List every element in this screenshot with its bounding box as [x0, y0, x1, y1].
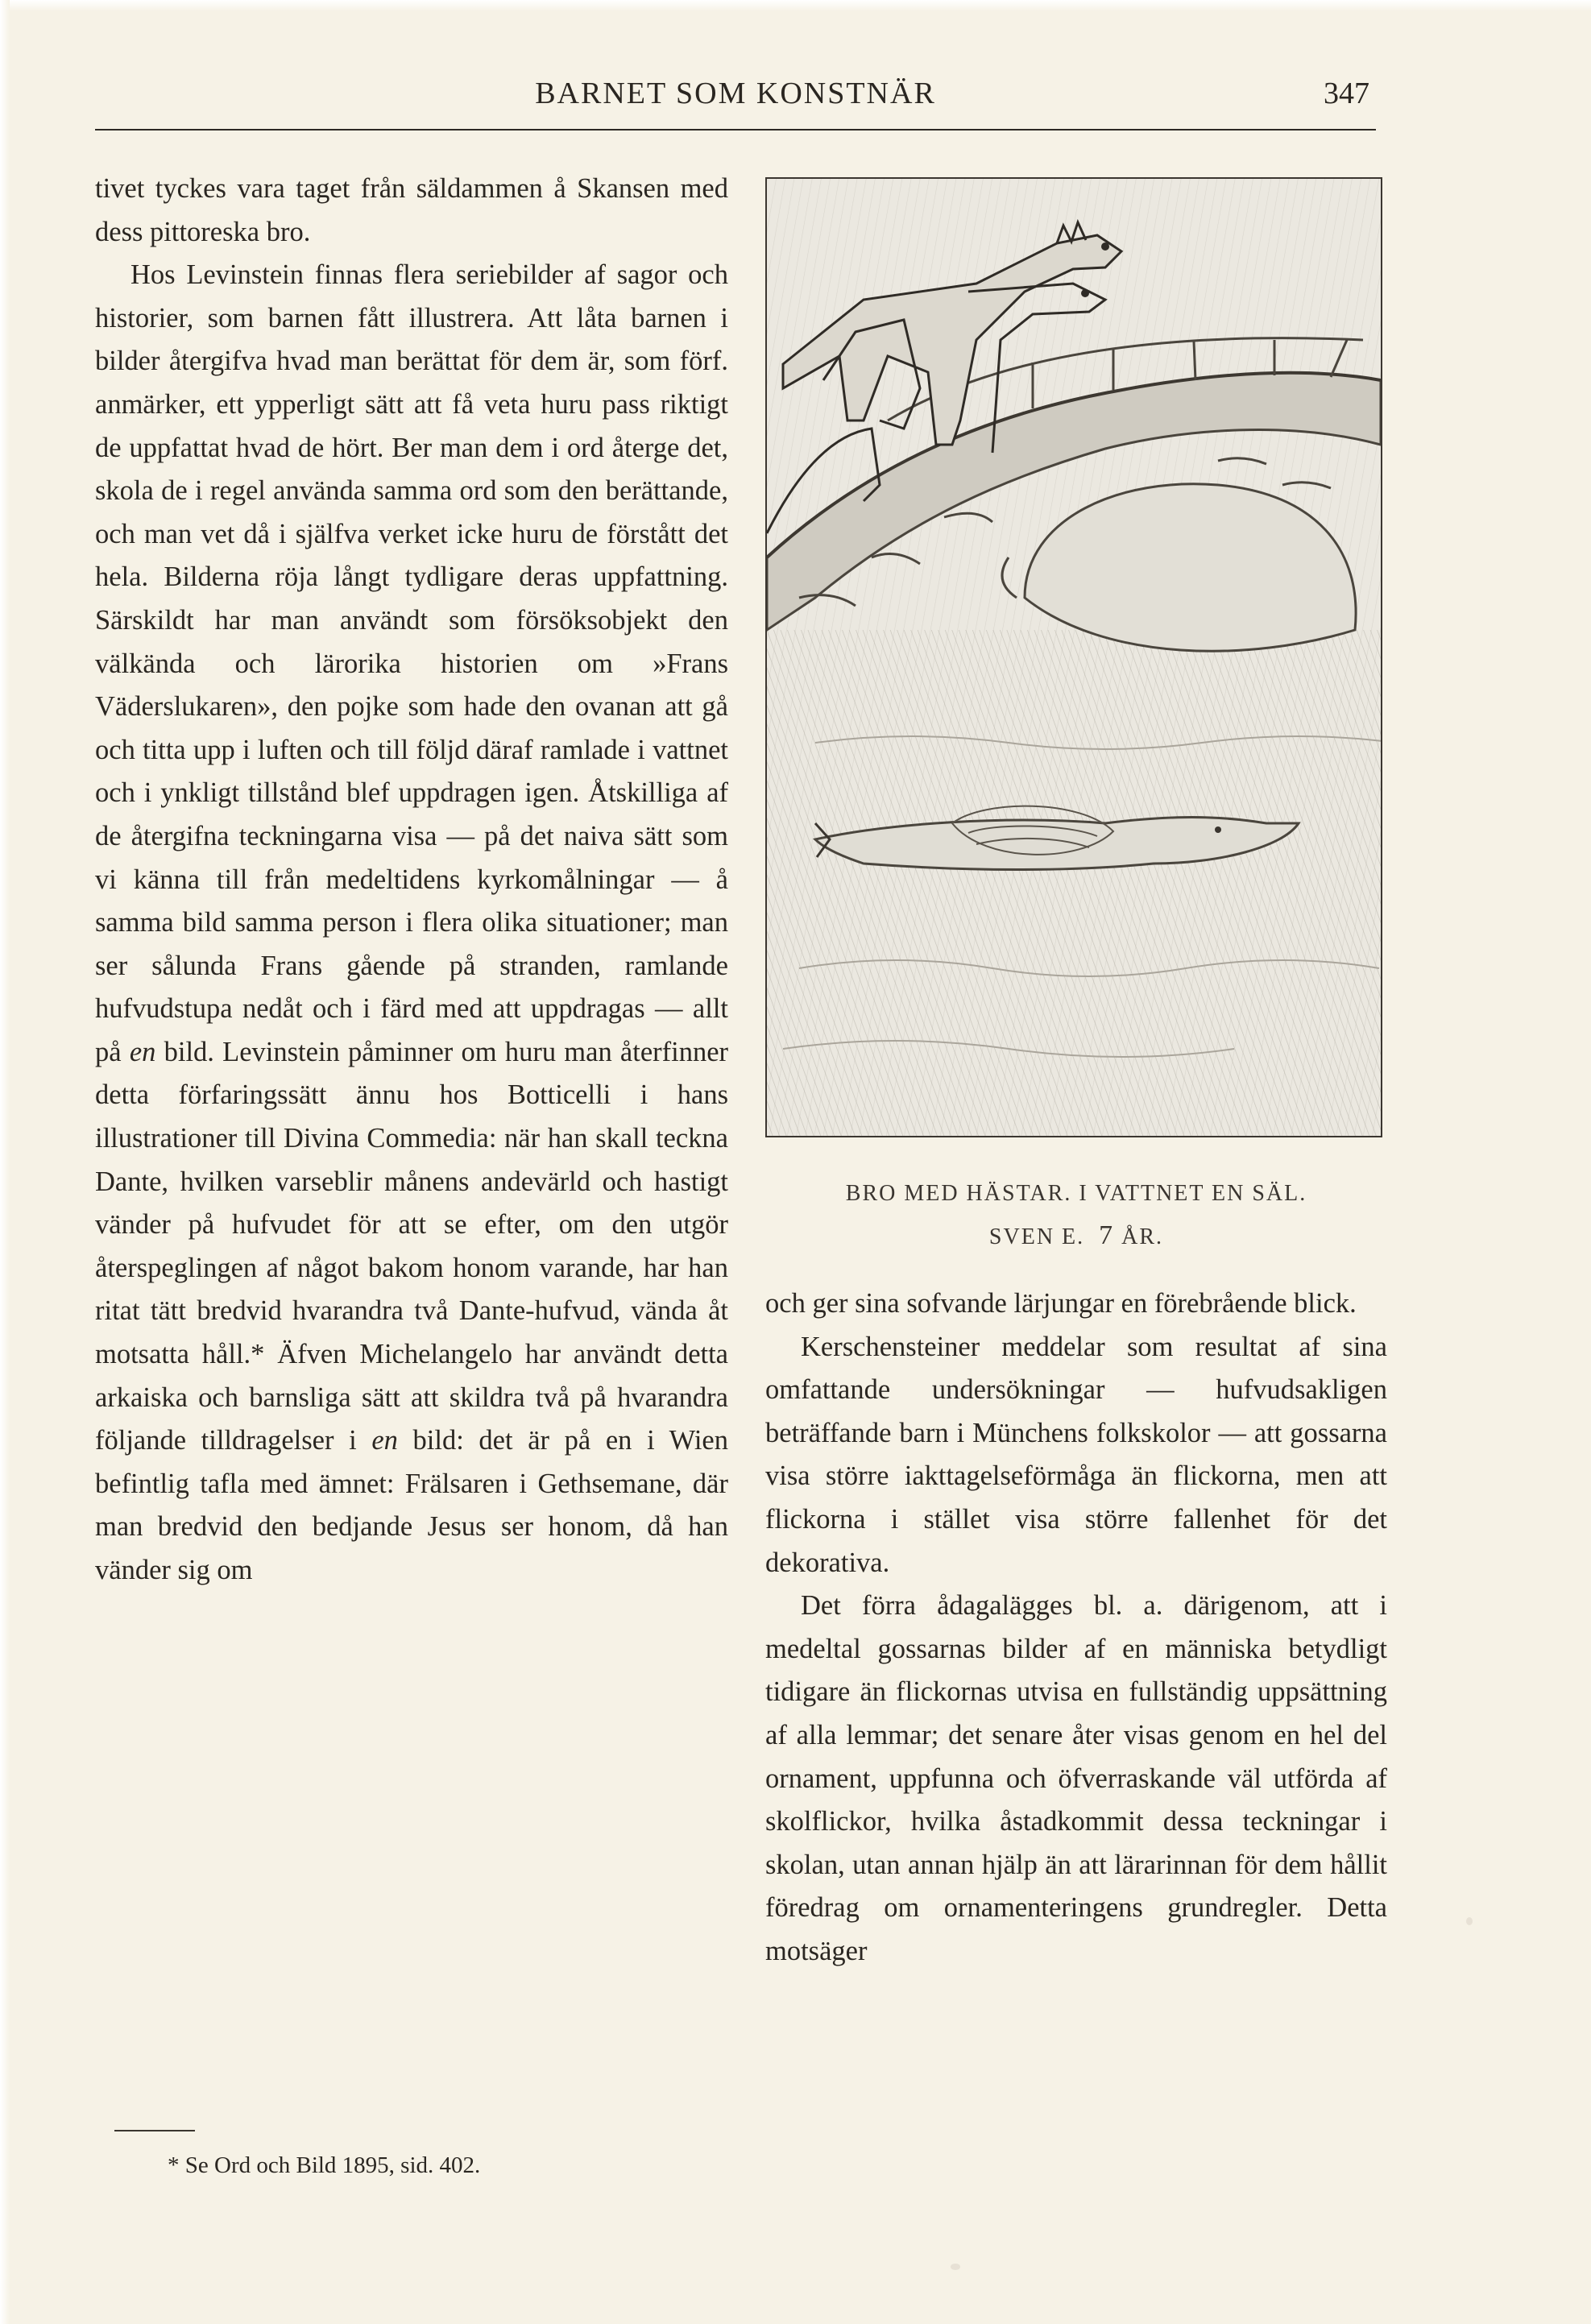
italic-en-1: en [129, 1036, 156, 1067]
pencil-drawing [767, 179, 1381, 1136]
right-paragraph-1: och ger sina sofvande lärjungar en förebrående blick. [765, 1288, 1357, 1319]
left-paragraph-2-part-a: Hos Levinstein finnas flera seriebilder af sagor och historier, som barnen fått illustrera. Att låta barnen i bilder återgifva hvad man berättat för dem är, som förf. anmärker, ett ypperligt sätt att få veta huru pass riktigt de uppfattat hvad de hört. Ber man dem i ord återge det, skola de i regel använda samma ord som den berättande, och man vet då i själfva verket icke huru de förstått det hela. Bilderna röja långt tydligare deras uppfattning. Särskildt har man användt som försöksobjekt den välkända och lärorika historien om »Frans Väderslukaren», den pojke som hade den ovanan att gå och titta upp i luften och till följd däraf ramlade i vattnet och i ynkligt tillstånd blef uppdragen igen. Åtskilliga af de återgifna teckningarna visa [95, 259, 728, 851]
paper-speck [1466, 1917, 1473, 1925]
left-paragraph-2-part-d: bild: det är på en i Wien befintlig tafla med ämnet: Frälsaren i Gethsemane, där man bredvid den bedjande Jesus ser honom, då han vänder sig om [95, 1425, 728, 1585]
italic-en-2: en [371, 1425, 398, 1456]
right-paragraph-2: Kerschensteiner meddelar som resultat af sina omfattande undersökningar — hufvudsakligen beträffande barn i Münchens folkskolor — att gossarna visa större iakttagelseförmåga än flickorna, men att flickorna i stället visa större fallenhet för det dekorativa. [765, 1331, 1387, 1578]
page-edge-left [0, 0, 10, 2324]
header-rule [95, 129, 1376, 130]
caption-age-unit: ÅR. [1121, 1224, 1164, 1249]
header-title: BARNET SOM KONSTNÄR [535, 77, 936, 110]
paper-speck [951, 2264, 960, 2270]
caption-line-1: BRO MED HÄSTAR. I VATTNET EN SÄL. [845, 1181, 1307, 1206]
child-drawing-illustration [765, 177, 1382, 1137]
running-header [95, 71, 1376, 127]
caption-line-2 [765, 1215, 1387, 1258]
footnote: * Se Ord och Bild 1895, sid. 402. [168, 2152, 481, 2178]
figure-caption [765, 1173, 1387, 1258]
left-paragraph-2-part-b: — på det naiva sätt som vi känna till från medeltidens kyrkomålningar — å samma bild samma person i flera olika situationer; man ser sålunda Frans gående på stranden, ramlande hufvudstupa nedåt och i färd med att uppdragas — allt på [95, 820, 728, 1067]
left-column [95, 168, 728, 1593]
left-paragraph-2 [95, 254, 728, 1592]
footnote-rule [114, 2130, 195, 2131]
page-number: 347 [1324, 77, 1369, 110]
caption-artist: SVEN E. [988, 1224, 1085, 1249]
caption-age: 7 [1099, 1220, 1115, 1250]
left-paragraph-2-part-c: bild. Levinstein påminner om huru man återfinner detta förfaringssätt ännu hos Botticelli i hans illustrationer till Divina Commedia: när han skall teckna Dante, hvilken varseblir månens andevärld och hastigt vänder på hufvudet för att se efter, om den utgör återspeglingen af något bakom honom varande, har han ritat tätt bredvid hvarandra två Dante-hufvud, vända åt motsatta håll.* Äfven Michelangelo har användt detta arkaiska och barnsliga sätt att skildra två på hvarandra följande tilldragelser i [95, 1036, 729, 1456]
right-column [765, 1282, 1387, 1974]
left-paragraph-1: tivet tyckes vara taget från säldammen å Skansen med dess pittoreska bro. [95, 173, 728, 247]
page-edge-top [0, 0, 1591, 11]
right-paragraph-3: Det förra ådagalägges bl. a. därigenom, att i medeltal gossarnas bilder af en människa betydligt tidigare än flickornas utvisa en fullständig uppsättning af alla lemmar; det senare åter visas genom en hel del ornament, uppfunna och öfverraskande väl utförda af skolflickor, hvilka åstadkommit dessa teckningar i skolan, utan annan hjälp än att lärarinnan för dem hållit föredrag om ornamenteringens grundregler. Detta motsäger [765, 1590, 1387, 1966]
